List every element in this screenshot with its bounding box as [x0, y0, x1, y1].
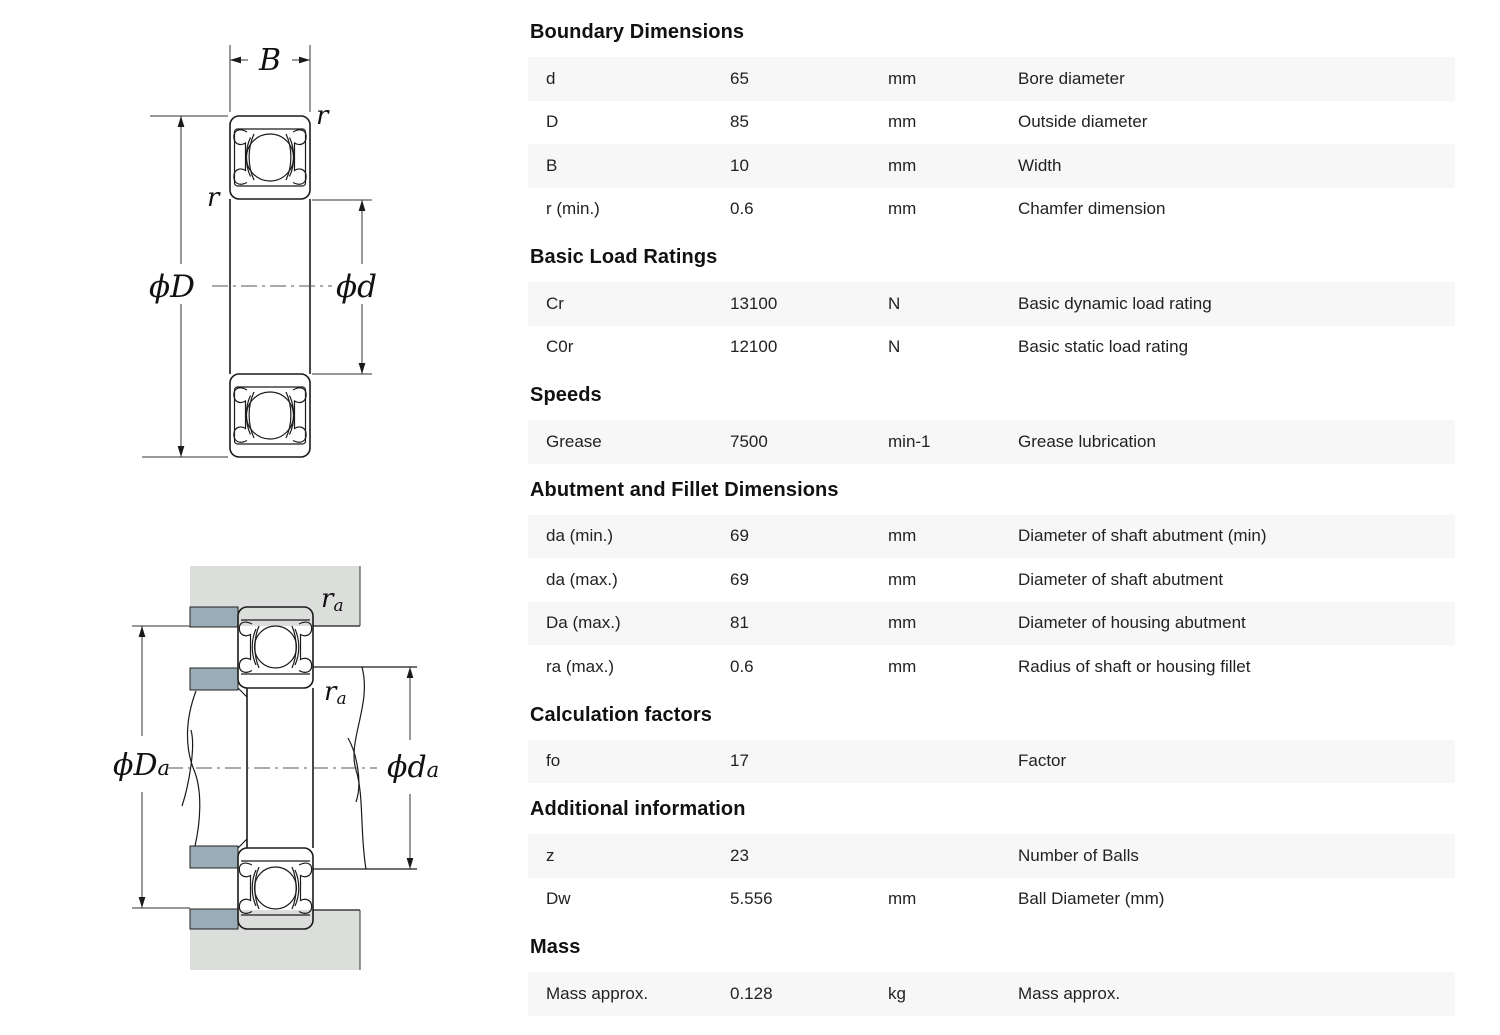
- section-title: Abutment and Fillet Dimensions: [530, 478, 839, 501]
- spec-unit: mm: [888, 112, 917, 132]
- section-title: Basic Load Ratings: [530, 246, 718, 268]
- spec-value: 0.128: [730, 983, 773, 1003]
- spec-value: 5.556: [730, 889, 773, 909]
- spec-symbol: d: [546, 68, 556, 88]
- spec-value: 7500: [730, 431, 768, 451]
- spec-value: 65: [730, 68, 749, 88]
- spec-description: Basic static load rating: [1018, 337, 1189, 357]
- spec-description: Width: [1018, 155, 1062, 175]
- spec-symbol: Da (max.): [546, 613, 621, 633]
- spec-description: Number of Balls: [1018, 845, 1139, 865]
- spec-value: 23: [730, 845, 749, 865]
- section-title: Additional information: [530, 798, 746, 820]
- section-title: Calculation factors: [530, 703, 712, 726]
- spec-unit: min-1: [888, 431, 931, 451]
- mounting-diagram: [113, 566, 439, 970]
- spec-unit: N: [888, 337, 901, 357]
- spec-symbol: ra (max.): [546, 656, 614, 676]
- spec-unit: mm: [888, 155, 917, 175]
- spec-table: [528, 0, 1455, 1016]
- spec-value: 17: [730, 751, 749, 771]
- spec-value: 69: [730, 569, 749, 589]
- spec-description: Diameter of housing abutment: [1018, 613, 1246, 633]
- spec-description: Ball Diameter (mm): [1018, 889, 1165, 909]
- spec-unit: kg: [888, 983, 906, 1003]
- spec-section: [528, 247, 1455, 369]
- spec-section: [528, 385, 1455, 464]
- spec-symbol: da (min.): [546, 526, 614, 546]
- dim-label-r-top: r: [316, 101, 329, 131]
- spec-row: [528, 57, 1455, 101]
- diagram-panel: [0, 0, 528, 1035]
- spec-row: [528, 558, 1455, 602]
- spec-value: 13100: [730, 293, 778, 313]
- spec-value: 81: [730, 613, 749, 633]
- spec-row: [528, 144, 1455, 188]
- spec-symbol: Grease: [546, 431, 602, 451]
- spec-description: Chamfer dimension: [1018, 199, 1166, 219]
- fillet-label-housing: ra: [321, 584, 344, 616]
- spec-symbol: Dw: [546, 889, 571, 909]
- spec-description: Radius of shaft or housing fillet: [1018, 656, 1251, 676]
- dim-label-phiD: ϕD: [149, 269, 195, 305]
- section-title: Boundary Dimensions: [530, 21, 745, 43]
- housing-shoulder-bottom: [190, 909, 238, 929]
- spec-description: Factor: [1018, 751, 1067, 771]
- spec-symbol: z: [546, 845, 555, 865]
- spec-unit: mm: [888, 613, 917, 633]
- spec-symbol: Mass approx.: [546, 983, 649, 1003]
- spec-unit: mm: [888, 569, 917, 589]
- spec-value: 85: [730, 112, 749, 132]
- spec-description: Bore diameter: [1018, 68, 1125, 88]
- spec-description: Mass approx.: [1018, 983, 1121, 1003]
- section-rows: [528, 834, 1455, 921]
- spec-row: [528, 420, 1455, 464]
- spec-row: [528, 878, 1455, 922]
- section-title: Mass: [530, 936, 581, 958]
- dim-label-phid: ϕd: [336, 269, 377, 305]
- spec-section: [528, 480, 1455, 689]
- bearing-diagrams: [0, 0, 528, 1035]
- section-rows: [528, 282, 1455, 369]
- spec-description: Diameter of shaft abutment (min): [1018, 526, 1267, 546]
- spec-row: [528, 188, 1455, 232]
- fillet-label-shaft: ra: [324, 677, 347, 709]
- spec-row: [528, 602, 1455, 646]
- spec-symbol: B: [546, 155, 558, 175]
- spec-symbol: C0r: [546, 337, 574, 357]
- shaft-shoulder-top: [190, 668, 238, 690]
- spec-symbol: Cr: [546, 293, 564, 313]
- spec-value: 0.6: [730, 656, 754, 676]
- spec-row: [528, 740, 1455, 784]
- spec-symbol: da (max.): [546, 569, 618, 589]
- spec-section: [528, 22, 1455, 231]
- spec-unit: mm: [888, 889, 917, 909]
- spec-row: [528, 972, 1455, 1016]
- boundary-dimensions-diagram: [142, 43, 377, 457]
- dim-label-r-left: r: [207, 183, 220, 213]
- spec-value: 12100: [730, 337, 778, 357]
- spec-unit: mm: [888, 526, 917, 546]
- dim-label-phiDa: ϕDa: [113, 748, 171, 783]
- spec-unit: mm: [888, 199, 917, 219]
- spec-symbol: fo: [546, 751, 561, 771]
- section-rows: [528, 420, 1455, 464]
- spec-description: Outside diameter: [1018, 112, 1148, 132]
- spec-value: 0.6: [730, 199, 754, 219]
- section-title: Speeds: [530, 384, 602, 406]
- spec-row: [528, 515, 1455, 559]
- spec-unit: mm: [888, 68, 917, 88]
- spec-row: [528, 326, 1455, 370]
- spec-description: Grease lubrication: [1018, 431, 1156, 451]
- spec-unit: N: [888, 293, 901, 313]
- section-rows: [528, 57, 1455, 231]
- spec-unit: mm: [888, 656, 917, 676]
- section-rows: [528, 972, 1455, 1016]
- spec-row: [528, 834, 1455, 878]
- spec-section: [528, 937, 1455, 1016]
- spec-value: 69: [730, 526, 749, 546]
- spec-section: [528, 705, 1455, 784]
- section-rows: [528, 740, 1455, 784]
- spec-value: 10: [730, 155, 749, 175]
- shaft-shoulder-bottom: [190, 846, 238, 868]
- spec-row: [528, 101, 1455, 145]
- spec-section: [528, 799, 1455, 921]
- spec-symbol: D: [546, 112, 559, 132]
- spec-row: [528, 282, 1455, 326]
- spec-row: [528, 645, 1455, 689]
- dim-label-phida: ϕda: [387, 750, 440, 785]
- dim-label-B: B: [258, 43, 282, 78]
- spec-description: Diameter of shaft abutment: [1018, 569, 1224, 589]
- housing-shoulder-top: [190, 607, 238, 627]
- section-rows: [528, 515, 1455, 689]
- spec-symbol: r (min.): [546, 199, 600, 219]
- spec-description: Basic dynamic load rating: [1018, 293, 1212, 313]
